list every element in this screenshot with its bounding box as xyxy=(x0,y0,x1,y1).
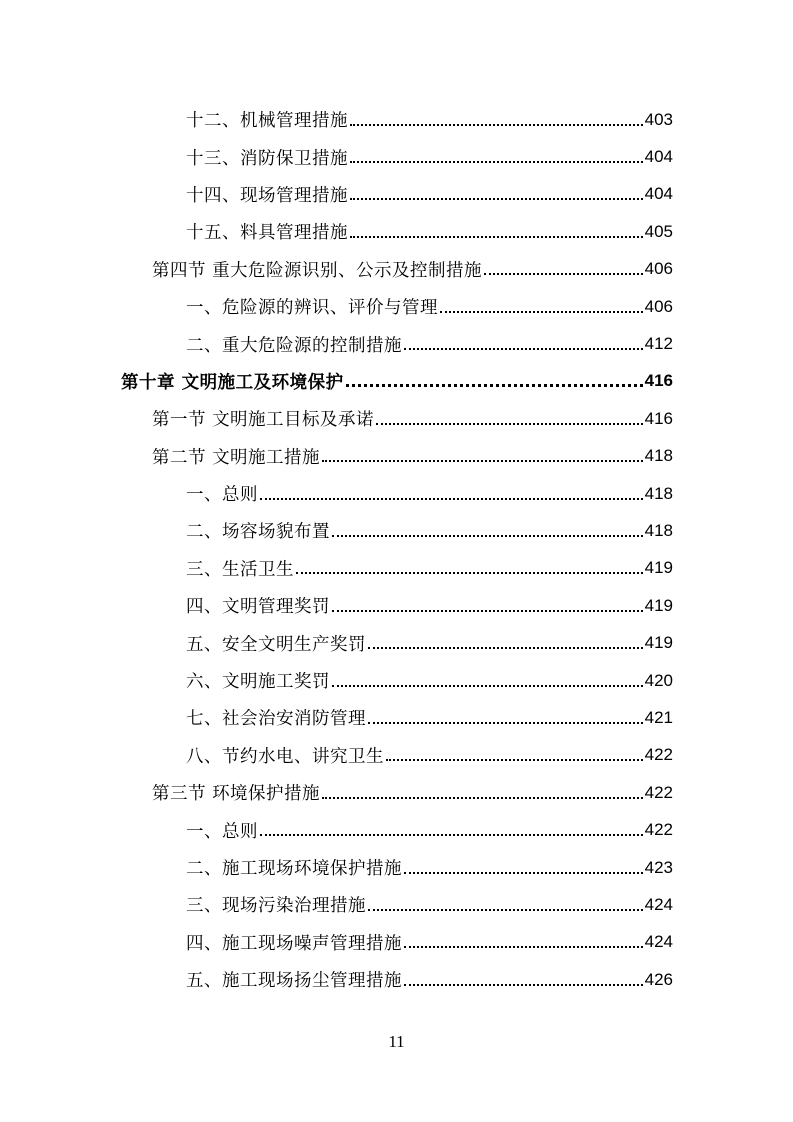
toc-entry[interactable] xyxy=(0,475,793,512)
toc-entry[interactable] xyxy=(0,924,793,961)
toc-entry-page: 406 xyxy=(644,259,673,279)
toc-entry-label: 二、施工现场环境保护措施 xyxy=(186,859,402,879)
toc-entry[interactable] xyxy=(0,587,793,624)
toc-entry[interactable] xyxy=(0,886,793,923)
toc-entry[interactable] xyxy=(0,138,793,175)
toc-entry-page: 416 xyxy=(644,371,673,391)
toc-entry-page: 404 xyxy=(644,147,673,167)
toc-entry-page: 424 xyxy=(644,932,673,952)
toc-section-entry[interactable] xyxy=(0,400,793,437)
toc-entry-page: 418 xyxy=(644,446,673,466)
dot-leader xyxy=(440,297,643,317)
toc-entry-label: 二、场容场貌布置 xyxy=(186,522,330,543)
toc-entry-page: 419 xyxy=(644,633,673,653)
dot-leader xyxy=(376,409,643,429)
dot-leader xyxy=(260,484,643,504)
toc-section-entry[interactable] xyxy=(0,251,793,288)
dot-leader xyxy=(260,820,643,840)
toc-entry-label: 四、施工现场噪声管理措施 xyxy=(186,933,402,954)
toc-entry-page: 404 xyxy=(644,184,673,204)
toc-entry-page: 405 xyxy=(644,221,673,241)
toc-entry-page: 421 xyxy=(644,707,673,727)
toc-entry[interactable] xyxy=(0,325,793,362)
toc-entry-label: 四、文明管理奖罚 xyxy=(186,597,330,618)
toc-entry-page: 422 xyxy=(644,782,673,802)
toc-entry[interactable] xyxy=(0,512,793,549)
toc-entry-page: 403 xyxy=(644,109,673,129)
toc-entry[interactable] xyxy=(0,961,793,998)
dot-leader xyxy=(322,446,643,466)
toc-entry[interactable] xyxy=(0,624,793,661)
toc-entry-label: 一、危险源的辨识、评价与管理 xyxy=(186,298,438,319)
toc-entry-label: 第四节 重大危险源识别、公示及控制措施 xyxy=(152,260,483,281)
toc-entry-page: 419 xyxy=(644,595,673,615)
toc-entry-page: 423 xyxy=(644,857,673,877)
toc-entry-label: 第三节 环境保护措施 xyxy=(152,784,321,805)
dot-leader xyxy=(332,521,643,541)
dot-leader xyxy=(296,558,643,578)
toc-entry-label: 十四、现场管理措施 xyxy=(186,185,348,206)
dot-leader xyxy=(322,783,643,803)
dot-leader xyxy=(350,184,643,204)
toc-entry-label: 八、节约水电、讲究卫生 xyxy=(186,746,384,767)
toc-section-entry[interactable] xyxy=(0,774,793,811)
toc-entry[interactable] xyxy=(0,699,793,736)
toc-chapter-entry[interactable] xyxy=(0,363,793,400)
dot-leader xyxy=(404,334,643,354)
dot-leader xyxy=(332,671,643,691)
toc-entry-label: 二、重大危险源的控制措施 xyxy=(186,335,402,356)
toc-entry-page: 422 xyxy=(644,820,673,840)
dot-leader xyxy=(368,633,643,653)
toc-entry-label: 五、施工现场扬尘管理措施 xyxy=(186,971,402,992)
toc-entry-page: 416 xyxy=(644,408,673,428)
dot-leader xyxy=(350,222,643,242)
toc-entry[interactable] xyxy=(0,550,793,587)
page-number: 11 xyxy=(388,1032,405,1051)
dot-leader xyxy=(404,932,643,952)
toc-entry-page: 418 xyxy=(644,483,673,503)
toc-entry-label: 十三、消防保卫措施 xyxy=(186,148,348,169)
toc-entry[interactable] xyxy=(0,101,793,138)
dot-leader xyxy=(404,858,643,878)
dot-leader xyxy=(368,895,643,915)
toc-entry-page: 424 xyxy=(644,894,673,914)
toc-entry-label: 第一节 文明施工目标及承诺 xyxy=(152,410,375,431)
toc-entry[interactable] xyxy=(0,288,793,325)
toc-entry[interactable] xyxy=(0,737,793,774)
toc-entry-label: 一、总则 xyxy=(186,485,258,506)
dot-leader xyxy=(386,745,643,765)
toc-entry-label: 六、文明施工奖罚 xyxy=(186,672,330,693)
toc-entry[interactable] xyxy=(0,213,793,250)
toc-entry-label: 十二、机械管理措施 xyxy=(186,111,348,132)
toc-entry-label: 七、社会治安消防管理 xyxy=(186,709,366,730)
toc-entry-label: 五、安全文明生产奖罚 xyxy=(186,634,366,655)
toc-entry-page: 420 xyxy=(644,670,673,690)
toc-entry-label: 三、生活卫生 xyxy=(186,559,294,580)
toc-entry[interactable] xyxy=(0,662,793,699)
dot-leader xyxy=(350,110,643,130)
dot-leader xyxy=(404,970,643,990)
toc-entry-label: 十五、料具管理措施 xyxy=(186,223,348,244)
toc-entry-label: 三、现场污染治理措施 xyxy=(186,896,366,917)
toc-entry[interactable] xyxy=(0,849,793,886)
toc-entry-page: 419 xyxy=(644,558,673,578)
toc-entry[interactable] xyxy=(0,176,793,213)
dot-leader xyxy=(350,147,643,167)
toc-entry-page: 426 xyxy=(644,969,673,989)
toc-entry[interactable] xyxy=(0,811,793,848)
toc-entry-label: 一、总则 xyxy=(186,821,258,842)
toc-entry-label: 第二节 文明施工措施 xyxy=(152,447,321,468)
toc-entry-page: 418 xyxy=(644,520,673,540)
toc-entry-page: 406 xyxy=(644,296,673,316)
toc-entry-page: 412 xyxy=(644,334,673,354)
dot-leader xyxy=(484,259,643,279)
toc-entry-label: 第十章 文明施工及环境保护 xyxy=(121,372,344,393)
table-of-contents xyxy=(0,101,793,998)
dot-leader xyxy=(346,371,643,391)
toc-section-entry[interactable] xyxy=(0,438,793,475)
toc-entry-page: 422 xyxy=(644,745,673,765)
dot-leader xyxy=(332,596,643,616)
dot-leader xyxy=(368,708,643,728)
